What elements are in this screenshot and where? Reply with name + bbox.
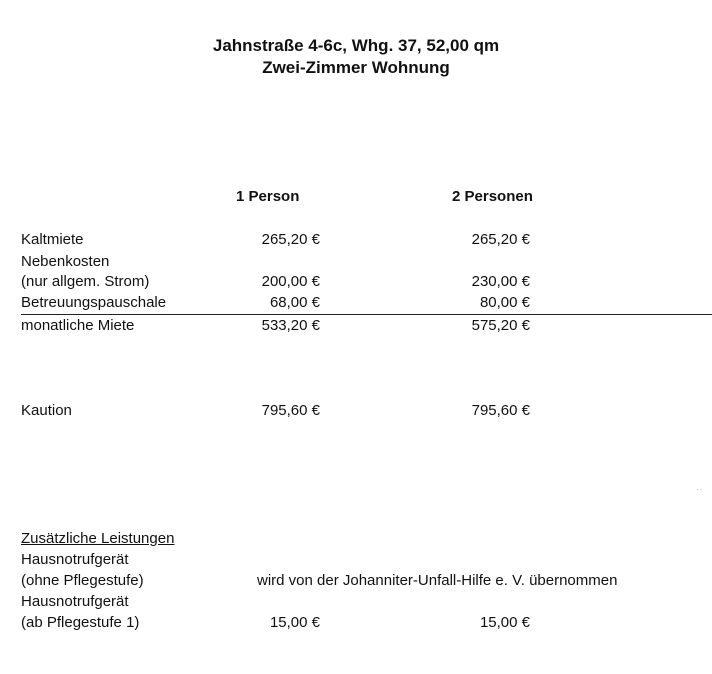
document-title-type: Zwei-Zimmer Wohnung — [262, 58, 450, 77]
row-label-betreuungspauschale: Betreuungspauschale — [21, 294, 167, 311]
row-label-kaltmiete: Kaltmiete — [21, 231, 84, 248]
total-divider-line — [21, 314, 712, 315]
column-header-one-person: 1 Person — [236, 188, 300, 205]
extras-item2-label: Hausnotrufgerät — [21, 593, 129, 610]
row-label-nebenkosten: Nebenkosten — [21, 253, 110, 270]
extras-item1-note: wird von der Johanniter-Unfall-Hilfe e. V. übernommen — [257, 572, 618, 589]
row-label-nebenkosten-detail: (nur allgem. Strom) — [21, 273, 150, 290]
row-value-monatliche-miete-two-persons: 575,20 € — [471, 317, 530, 334]
extras-item2-sublabel: (ab Pflegestufe 1) — [21, 614, 140, 631]
row-value-betreuungspauschale-two-persons: 80,00 € — [479, 294, 530, 311]
row-value-kaution-one-person: 795,60 € — [261, 402, 320, 419]
column-header-two-persons: 2 Personen — [452, 188, 533, 205]
row-label-kaution: Kaution — [21, 402, 72, 419]
extras-item2-value-one-person: 15,00 € — [269, 614, 320, 631]
extras-heading: Zusätzliche Leistungen — [21, 530, 175, 547]
scan-artifact-dots: ·· — [696, 485, 704, 494]
document-title-address: Jahnstraße 4-6c, Whg. 37, 52,00 qm — [212, 36, 500, 55]
row-value-betreuungspauschale-one-person: 68,00 € — [269, 294, 320, 311]
row-value-kaltmiete-two-persons: 265,20 € — [471, 231, 530, 248]
row-value-monatliche-miete-one-person: 533,20 € — [261, 317, 320, 334]
extras-item1-label: Hausnotrufgerät — [21, 551, 129, 568]
row-label-monatliche-miete: monatliche Miete — [21, 317, 135, 334]
row-value-nebenkosten-one-person: 200,00 € — [261, 273, 320, 290]
row-value-nebenkosten-two-persons: 230,00 € — [471, 273, 530, 290]
extras-item2-value-two-persons: 15,00 € — [479, 614, 530, 631]
extras-item1-sublabel: (ohne Pflegestufe) — [21, 572, 144, 589]
row-value-kaution-two-persons: 795,60 € — [471, 402, 530, 419]
row-value-kaltmiete-one-person: 265,20 € — [261, 231, 320, 248]
